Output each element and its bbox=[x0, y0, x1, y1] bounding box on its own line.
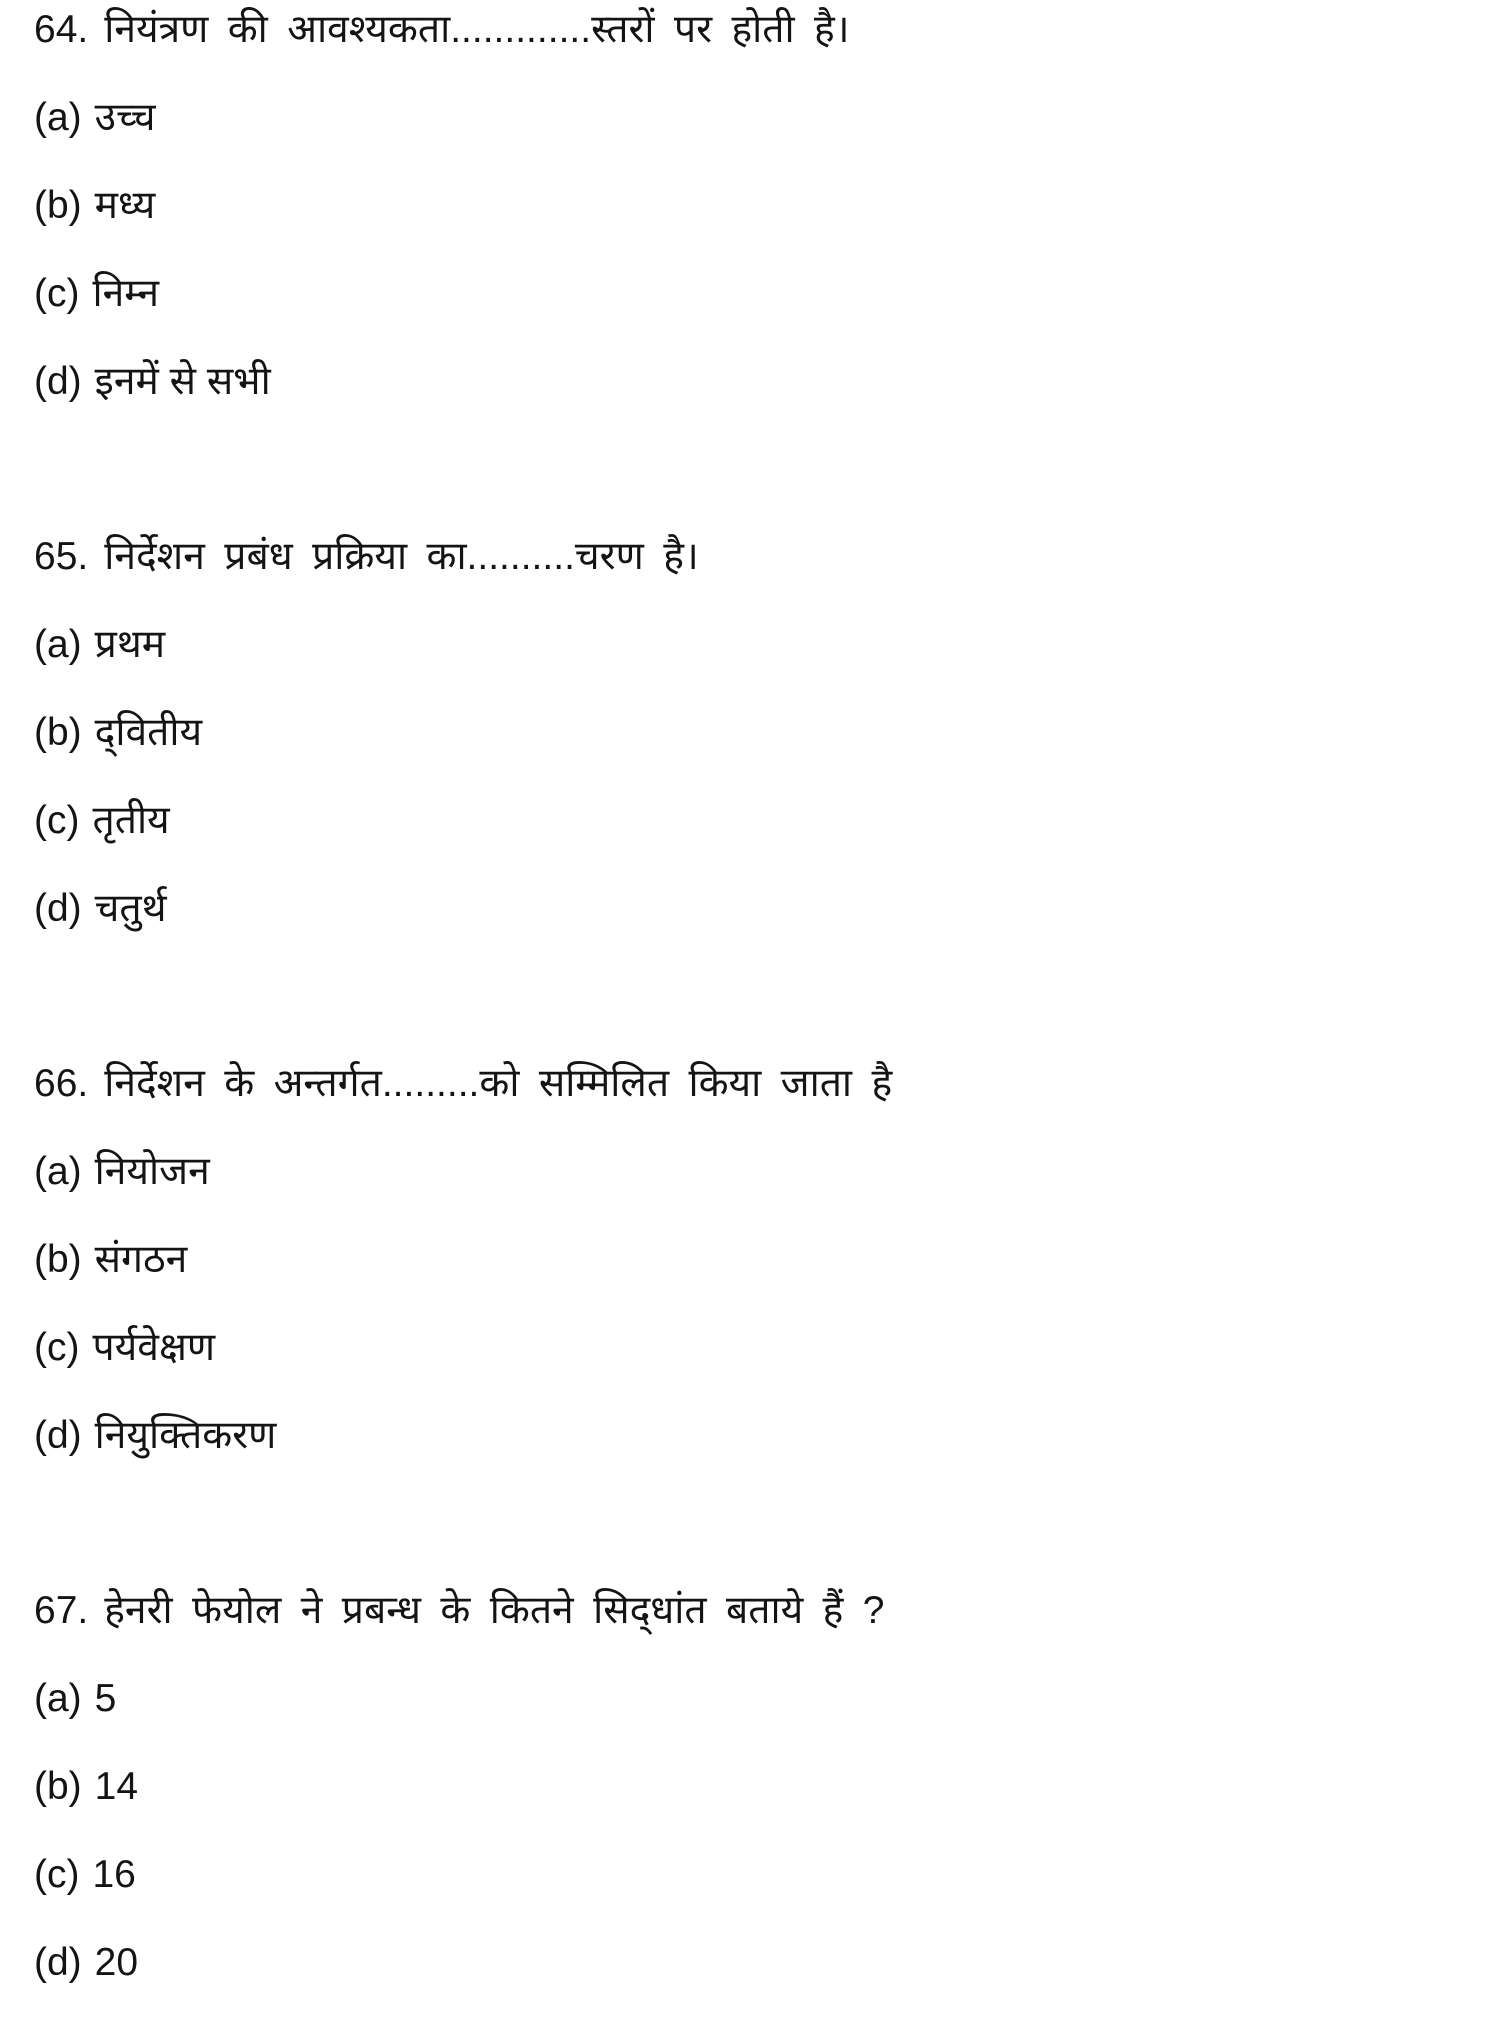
question-65-option-c bbox=[34, 795, 1475, 847]
option-label: नियुक्तिकरण bbox=[94, 1414, 277, 1457]
question-67-option-a bbox=[34, 1673, 1475, 1725]
option-marker: (c) bbox=[34, 1853, 80, 1896]
question-67-option-b bbox=[34, 1761, 1475, 1813]
question-66-option-c bbox=[34, 1322, 1475, 1374]
question-64-number: 64. bbox=[34, 8, 89, 51]
option-label: 14 bbox=[94, 1765, 139, 1808]
question-64-option-b bbox=[34, 180, 1475, 232]
question-67-number: 67. bbox=[34, 1589, 89, 1632]
option-marker: (a) bbox=[34, 623, 82, 666]
option-label: चतुर्थ bbox=[94, 887, 167, 930]
question-65-option-d bbox=[34, 883, 1475, 935]
option-marker: (c) bbox=[34, 799, 80, 842]
option-marker: (d) bbox=[34, 1941, 82, 1984]
option-label: 5 bbox=[94, 1677, 117, 1720]
option-label: नियोजन bbox=[94, 1150, 210, 1193]
question-66-option-a bbox=[34, 1146, 1475, 1198]
option-marker: (a) bbox=[34, 1677, 82, 1720]
question-66-text: निर्देशन के अन्तर्गत.........को सम्मिलित किया जाता है bbox=[104, 1062, 893, 1105]
option-label: तृतीय bbox=[92, 799, 170, 842]
question-65-text: निर्देशन प्रबंध प्रक्रिया का..........चरण है। bbox=[104, 535, 699, 578]
question-65-number: 65. bbox=[34, 535, 89, 578]
option-label: मध्य bbox=[94, 184, 156, 227]
question-64-option-c bbox=[34, 268, 1475, 320]
option-marker: (b) bbox=[34, 1238, 82, 1281]
question-66-number: 66. bbox=[34, 1062, 89, 1105]
question-67 bbox=[34, 1585, 1475, 1637]
question-66 bbox=[34, 1058, 1475, 1110]
question-65-option-a bbox=[34, 619, 1475, 671]
option-label: निम्न bbox=[92, 272, 160, 315]
option-label: 16 bbox=[92, 1853, 136, 1896]
option-label: 20 bbox=[94, 1941, 139, 1984]
option-label: संगठन bbox=[94, 1238, 188, 1281]
question-67-option-c bbox=[34, 1849, 1475, 1901]
question-67-text: हेनरी फेयोल ने प्रबन्ध के कितने सिद्‌धांत बताये हैं ? bbox=[104, 1589, 885, 1632]
option-marker: (c) bbox=[34, 272, 80, 315]
question-65-option-b bbox=[34, 707, 1475, 759]
option-label: प्रथम bbox=[94, 623, 166, 666]
option-label: पर्यवेक्षण bbox=[92, 1326, 216, 1369]
option-marker: (b) bbox=[34, 711, 82, 754]
question-67-option-d bbox=[34, 1937, 1475, 1989]
option-label: द्‌वितीय bbox=[94, 711, 203, 754]
question-64-option-a bbox=[34, 92, 1475, 144]
option-label: इनमें से सभी bbox=[94, 360, 271, 403]
option-marker: (d) bbox=[34, 360, 82, 403]
option-label: उच्च bbox=[94, 96, 156, 139]
question-65 bbox=[34, 531, 1475, 583]
question-66-option-b bbox=[34, 1234, 1475, 1286]
question-64-option-d bbox=[34, 356, 1475, 408]
question-66-option-d bbox=[34, 1410, 1475, 1462]
question-64 bbox=[34, 4, 1475, 56]
option-marker: (a) bbox=[34, 1150, 82, 1193]
question-64-text: नियंत्रण की आवश्यकता.............स्तरों पर होती है। bbox=[104, 8, 850, 51]
option-marker: (b) bbox=[34, 184, 82, 227]
option-marker: (c) bbox=[34, 1326, 80, 1369]
option-marker: (a) bbox=[34, 96, 82, 139]
option-marker: (d) bbox=[34, 1414, 82, 1457]
option-marker: (b) bbox=[34, 1765, 82, 1808]
option-marker: (d) bbox=[34, 887, 82, 930]
